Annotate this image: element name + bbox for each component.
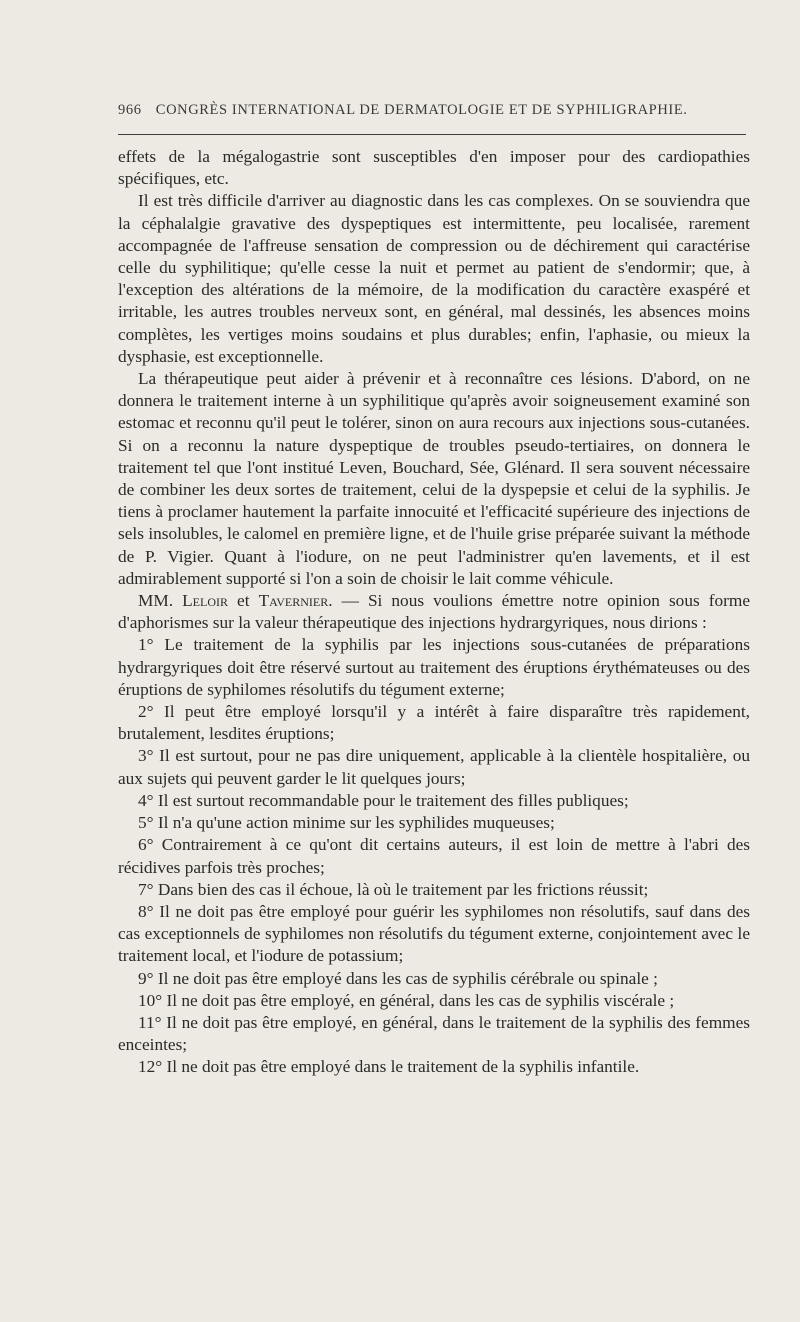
speaker-prefix: MM. (138, 591, 183, 611)
paragraph: effets de la mégalogastrie sont susceptibles d'en imposer pour des cardiopathies spécifiques, etc. (118, 147, 750, 189)
aphorism-item: 10° Il ne doit pas être employé, en général, dans les cas de syphilis viscérale ; (138, 990, 675, 1010)
speaker-name: Leloir (182, 591, 228, 611)
body-text (118, 146, 750, 1079)
running-header (118, 102, 758, 119)
page-number: 966 (118, 102, 142, 118)
running-title: CONGRÈS INTERNATIONAL DE DERMATOLOGIE ET DE SYPHILIGRAPHIE. (155, 102, 688, 118)
aphorism-item: 11° Il ne doit pas être employé, en général, dans le traitement de la syphilis des femmes enceintes; (118, 1012, 750, 1055)
speaker-name: Tavernier (258, 591, 329, 611)
aphorism-item: 7° Dans bien des cas il échoue, là où le traitement par les frictions réussit; (138, 879, 649, 899)
aphorism-item: 2° Il peut être employé lorsqu'il y a intérêt à faire disparaître très rapidement, brutalement, lesdites éruptions; (118, 702, 750, 744)
aphorism-item: 3° Il est surtout, pour ne pas dire uniquement, applicable à la clientèle hospitalière, ou aux sujets qui peuvent garder le lit quelques jours; (118, 746, 750, 788)
aphorism-item: 8° Il ne doit pas être employé pour guérir les syphilomes non résolutifs, sauf dans des cas exceptionnels de syphilomes non résolutifs du tégument externe, conjointement avec le traitement local, et l'iodure de potassium; (118, 901, 750, 966)
speaker-joiner: et (228, 591, 259, 611)
paragraph: La thérapeutique peut aider à prévenir et à reconnaître ces lésions. D'abord, on ne donnera le traitement interne à un syphilitique qu'après avoir soigneusement examiné son estomac et reconnu qu'il peut le tolérer, sinon on aura recours aux injections sous-cutanées. Si on a reconnu la nature dyspeptique de troubles pseudo-tertiaires, on donnera le traitement tel que l'ont institué Leven, Bouchard, Sée, Glénard. Il sera souvent nécessaire de combiner les deux sortes de traitement, celui de la dyspepsie et celui de la syphilis. Je tiens à proclamer hautement la parfaite innocuité et l'efficacité supérieure des injections de sels insolubles, le calomel en première ligne, et de l'huile grise préparée suivant la méthode de P. Vigier. Quant à l'iodure, on ne peut l'administrer qu'en lavements, et il est admirablement supporté si l'on a soin de choisir le lait comme véhicule. (118, 369, 750, 588)
paragraph: Il est très difficile d'arriver au diagnostic dans les cas complexes. On se souviendra que la céphalalgie gravative des dyspeptiques est intermittente, peu localisée, rarement accompagnée de l'affreuse sensation de compression ou de déchirement qui caractérise celle du syphilitique; qu'elle cesse la nuit et permet au patient de s'endormir; que, à l'exception des altérations de la mémoire, de la modification du caractère exaspéré et irritable, les autres troubles nerveux sont, en général, mal dessinés, les absences moins complètes, les vertiges moins soudains et plus durables; enfin, l'aphasie, ou mieux la dysphasie, est exceptionnelle. (118, 191, 750, 366)
aphorism-item: 9° Il ne doit pas être employé dans les cas de syphilis cérébrale ou spinale ; (138, 968, 658, 988)
aphorism-item: 6° Contrairement à ce qu'ont dit certains auteurs, il est loin de mettre à l'abri des récidives parfois très proches; (118, 835, 750, 877)
paragraph-body: . — Si nous voulions émettre notre opinion sous forme d'aphorismes sur la valeur thérapeutique des injections hydrargyriques, nous dirions : (118, 591, 750, 633)
aphorism-item: 12° Il ne doit pas être employé dans le traitement de la syphilis infantile. (138, 1057, 640, 1077)
header-rule (118, 134, 746, 135)
aphorism-item: 1° Le traitement de la syphilis par les injections sous-cutanées de préparations hydrargyriques doit être réservé surtout au traitement des éruptions érythémateuses ou des éruptions de syphilomes résolutifs du tégument externe; (118, 635, 750, 699)
paragraph (118, 590, 750, 634)
aphorism-item: 4° Il est surtout recommandable pour le traitement des filles publiques; (138, 790, 629, 810)
aphorism-item: 5° Il n'a qu'une action minime sur les syphilides muqueuses; (138, 813, 555, 833)
